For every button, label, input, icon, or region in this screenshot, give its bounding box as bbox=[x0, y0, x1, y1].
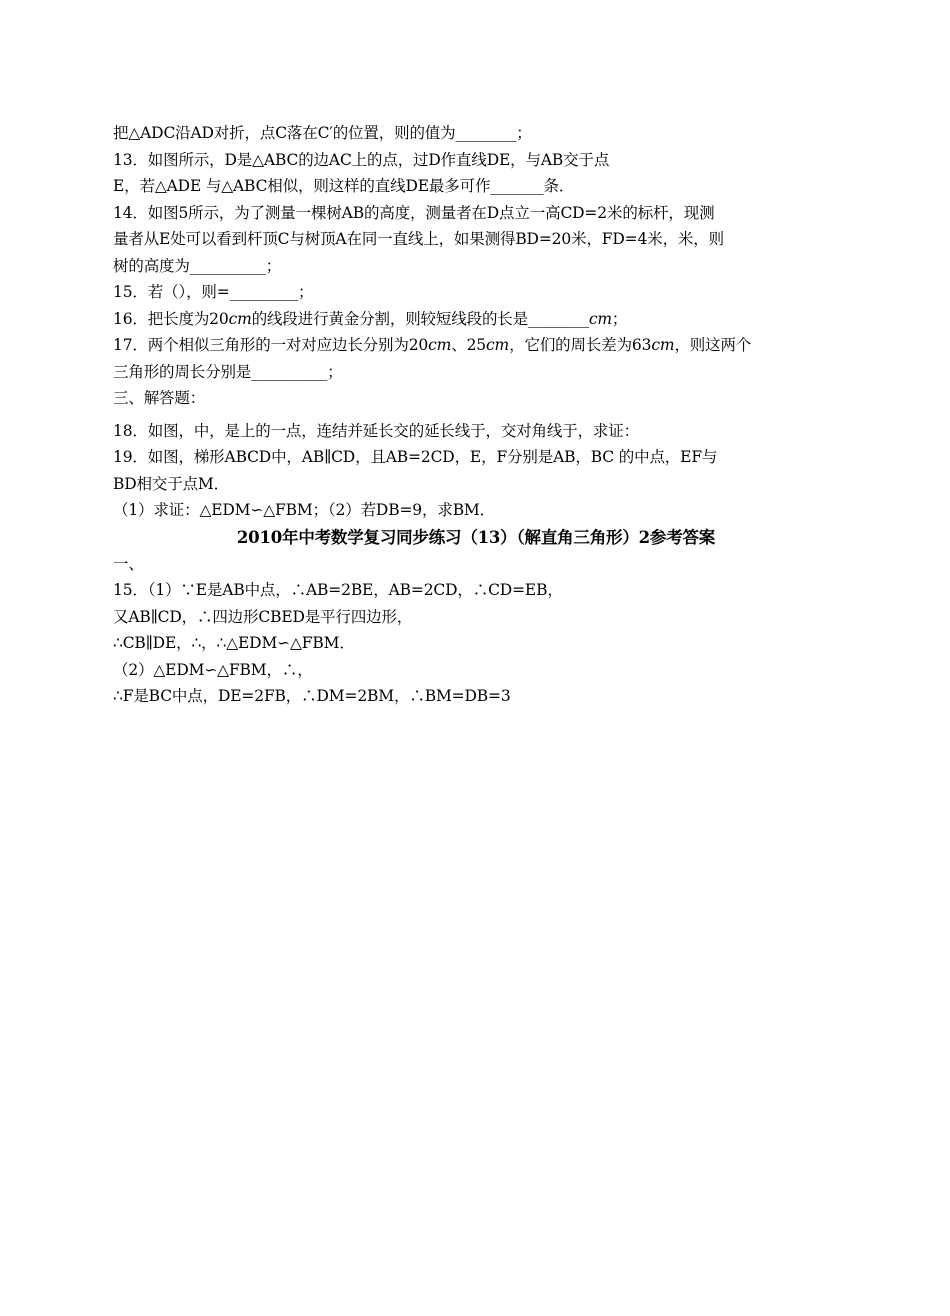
q17-text: ，它们的周长差为63 bbox=[509, 336, 652, 354]
question-19-line-3: （1）求证：△EDM∽△FBM；（2）若DB=9，求BM． bbox=[113, 501, 496, 519]
answer-line: 15．（1）∵E是AB中点，∴AB=2BE，AB=2CD，∴CD=EB， bbox=[113, 581, 563, 599]
question-19-line-2: BD相交于点M． bbox=[113, 474, 229, 493]
q16-text: 的线段进行黄金分割，则较短线段的长是________ bbox=[251, 309, 589, 328]
question-14-line-3: 树的高度为__________； bbox=[113, 256, 282, 275]
q17-unit: cm bbox=[428, 336, 452, 354]
q17-text: 、25 bbox=[451, 336, 487, 354]
answer-line: ∴CB∥DE，∴，∴△EDM∽△FBM． bbox=[113, 634, 355, 652]
document-body bbox=[113, 120, 839, 710]
text-line: 把△ADC沿AD对折，点C落在C′的位置，则的值为________； bbox=[113, 124, 532, 142]
question-19-line-1: 19．如图，梯形ABCD中，AB∥CD，且AB=2CD，E，F分别是AB，BC 的中点，EF与 bbox=[113, 448, 718, 466]
question-18: 18．如图，中，是上的一点，连结并延长交的延长线于，交对角线于，求证： bbox=[113, 421, 639, 440]
question-16 bbox=[113, 306, 839, 333]
q17-text: ，则这两个 bbox=[674, 336, 752, 354]
answer-line: 一、 bbox=[113, 554, 144, 573]
q16-text: ； bbox=[611, 309, 628, 328]
question-13-line-1: 13．如图所示，D是△ABC的边AC上的点，过D作直线DE，与AB交于点 bbox=[113, 150, 610, 169]
question-14-line-2: 量者从E处可以看到杆顶C与树顶A在同一直线上，如果测得BD=20米，FD=4米，米，则 bbox=[113, 230, 724, 248]
question-15: 15．若（），则=_________； bbox=[113, 283, 314, 301]
question-17-line-2: 三角形的周长分别是__________； bbox=[113, 362, 343, 381]
question-14-line-1: 14．如图5所示，为了测量一棵树AB的高度，测量者在D点立一高CD=2米的标杆，现测 bbox=[113, 203, 715, 222]
answer-line: ∴F是BC中点，DE=2FB，∴DM=2BM，∴BM=DB=3 bbox=[113, 687, 511, 705]
question-13-line-2: E，若△ADE 与△ABC相似，则这样的直线DE最多可作_______条． bbox=[113, 177, 575, 195]
answer-line: （2）△EDM∽△FBM，∴， bbox=[113, 660, 313, 679]
answer-line: 又AB∥CD，∴四边形CBED是平行四边形， bbox=[113, 607, 413, 626]
q16-text: 16．把长度为20 bbox=[113, 309, 229, 328]
question-17-line-1 bbox=[113, 332, 839, 359]
q17-text: 17．两个相似三角形的一对对应边长分别为20 bbox=[113, 336, 429, 354]
q16-unit: cm bbox=[228, 309, 252, 328]
section-heading: 三、解答题： bbox=[113, 389, 206, 407]
answer-title: 2010年中考数学复习同步练习（13）（解直角三角形）2参考答案 bbox=[236, 527, 716, 547]
q17-unit: cm bbox=[651, 336, 675, 354]
q16-unit: cm bbox=[588, 309, 612, 328]
q17-unit: cm bbox=[486, 336, 510, 354]
